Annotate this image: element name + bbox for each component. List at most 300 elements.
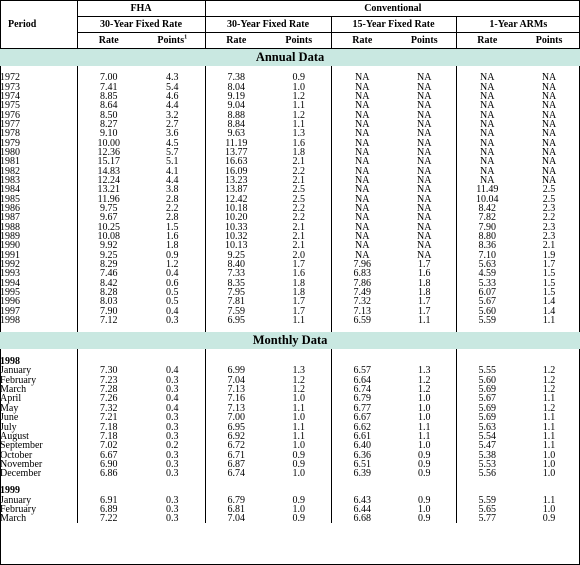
fha-points-cell: 0.3 bbox=[166, 315, 179, 327]
conv-30yr-rate-header: Rate bbox=[205, 33, 267, 49]
conv-30yr-rate-cell: 16.63 bbox=[205, 157, 267, 166]
conv-30yr-rate-cell: 8.84 bbox=[205, 120, 267, 129]
conv-30yr-rate-cell: 7.04 bbox=[205, 514, 267, 523]
fha-points-cell: 0.5 bbox=[166, 296, 179, 308]
conv-1yr-rate-cell: 5.63 bbox=[456, 422, 518, 431]
conv-15yr-rate-cell: NA bbox=[331, 92, 393, 101]
period-cell: 1974 bbox=[0, 90, 20, 102]
period-cell: 1991 bbox=[0, 249, 20, 261]
conv-30yr-points-cell: 2.2 bbox=[292, 165, 306, 177]
conv-1yr-points-cell: 1.2 bbox=[542, 384, 556, 396]
conv-1yr-points-cell: 2.3 bbox=[542, 221, 556, 233]
fha-30yr-header: 30-Year Fixed Rate bbox=[77, 17, 205, 33]
conv-30yr-rate-cell: 6.99 bbox=[205, 366, 267, 375]
fha-rate-cell: 7.30 bbox=[77, 366, 140, 375]
fha-points-cell: 4.3 bbox=[166, 72, 179, 84]
conv-30yr-points-cell: 0.9 bbox=[292, 458, 306, 470]
fha-points-cell: 4.6 bbox=[166, 90, 179, 102]
period-cell: 1972 bbox=[0, 72, 20, 84]
fha-points-cell: 1.6 bbox=[166, 231, 179, 243]
conv-15yr-points-cell: NA bbox=[417, 165, 432, 177]
fha-rate-cell: 14.83 bbox=[77, 166, 140, 175]
conv-30yr-points-cell: 2.1 bbox=[292, 221, 306, 233]
fha-points-cell: 5.7 bbox=[166, 146, 179, 158]
conv-15yr-points-cell: NA bbox=[417, 100, 432, 112]
period-cell: November bbox=[0, 458, 43, 470]
fha-points-cell: 0.3 bbox=[166, 468, 179, 480]
conv-15yr-points-cell: 1.2 bbox=[418, 374, 431, 386]
conv-30yr-points-cell: 1.1 bbox=[292, 315, 306, 327]
conv-1yr-points-cell: 2.5 bbox=[542, 193, 556, 205]
conv-30yr-points-cell: 1.1 bbox=[292, 100, 306, 112]
fha-rate-cell: 7.21 bbox=[77, 413, 140, 422]
conv-30yr-points-cell: 2.1 bbox=[292, 231, 306, 243]
fha-points-label: Points bbox=[157, 35, 185, 46]
fha-points-cell: 2.7 bbox=[166, 118, 179, 130]
conv-1yr-rate-cell: 5.47 bbox=[456, 441, 518, 450]
fha-rate-cell: 6.89 bbox=[77, 505, 140, 514]
conv-15yr-rate-cell: 6.57 bbox=[331, 366, 393, 375]
conv-1yr-points-cell: 1.1 bbox=[542, 412, 556, 424]
fha-rate-cell: 10.00 bbox=[77, 138, 140, 147]
conv-15yr-rate-cell: 6.59 bbox=[331, 316, 393, 325]
period-cell: 1981 bbox=[0, 156, 20, 168]
fha-rate-header: Rate bbox=[77, 33, 140, 49]
fha-points-cell: 0.3 bbox=[166, 421, 179, 433]
annual-data-section-title: Annual Data bbox=[0, 49, 580, 67]
conv-15yr-rate-cell: 7.49 bbox=[331, 288, 393, 297]
period-cell: August bbox=[0, 430, 29, 442]
fha-rate-cell: 12.36 bbox=[77, 148, 140, 157]
conv-30yr-rate-cell: 7.16 bbox=[205, 394, 267, 403]
period-cell: 1975 bbox=[0, 100, 20, 112]
fha-points-cell: 0.3 bbox=[166, 513, 179, 525]
fha-rate-cell: 7.18 bbox=[77, 422, 140, 431]
conv-1yr-points-cell: NA bbox=[541, 100, 557, 112]
fha-points-cell: 4.4 bbox=[166, 174, 179, 186]
conv-1yr-rate-cell: 5.69 bbox=[456, 404, 518, 413]
period-cell: 1978 bbox=[0, 128, 20, 140]
conv-1yr-rate-cell: 5.33 bbox=[456, 279, 518, 288]
conv-15yr-points-cell: 1.0 bbox=[418, 440, 431, 452]
conv-30yr-points-cell: 1.1 bbox=[292, 430, 306, 442]
period-cell: February bbox=[0, 503, 37, 515]
conv-15yr-rate-cell: NA bbox=[331, 82, 393, 91]
conv-30yr-rate-cell: 8.04 bbox=[205, 82, 267, 91]
conv-1yr-points-cell: 1.1 bbox=[542, 494, 556, 506]
conv-1yr-rate-cell: 8.80 bbox=[456, 232, 518, 241]
conv-15yr-rate-cell: NA bbox=[331, 194, 393, 203]
conv-30yr-points-cell: 1.2 bbox=[292, 384, 306, 396]
fha-points-cell: 0.3 bbox=[166, 458, 179, 470]
conv-1yr-rate-cell: 5.65 bbox=[456, 505, 518, 514]
conv-15yr-points-cell: NA bbox=[417, 193, 432, 205]
period-cell: January bbox=[0, 494, 32, 506]
conv-15yr-header: 15-Year Fixed Rate bbox=[331, 17, 456, 33]
conv-30yr-points-cell: 1.2 bbox=[292, 109, 306, 121]
conv-1yr-rate-cell: 5.67 bbox=[456, 297, 518, 306]
conv-15yr-rate-cell: NA bbox=[331, 157, 393, 166]
conv-30yr-rate-cell: 13.87 bbox=[205, 185, 267, 194]
conv-15yr-points-cell: NA bbox=[417, 118, 432, 130]
conv-30yr-points-cell: 1.1 bbox=[292, 421, 306, 433]
conv-1yr-rate-cell: NA bbox=[456, 166, 518, 175]
period-cell: 1987 bbox=[0, 212, 20, 224]
conv-30yr-rate-cell: 7.33 bbox=[205, 269, 267, 278]
fha-points-cell: 0.3 bbox=[166, 494, 179, 506]
conv-30yr-points-cell: 2.1 bbox=[292, 240, 306, 252]
fha-points-cell: 4.1 bbox=[166, 165, 179, 177]
conv-1yr-points-cell: NA bbox=[541, 146, 557, 158]
conv-1yr-rate-cell: 5.77 bbox=[456, 514, 518, 523]
period-cell: January bbox=[0, 365, 32, 377]
conv-30yr-rate-cell: 7.38 bbox=[205, 73, 267, 82]
conv-15yr-rate-cell: 6.67 bbox=[331, 413, 393, 422]
period-cell: 1996 bbox=[0, 296, 20, 308]
conv-1yr-points-cell: 1.7 bbox=[542, 259, 556, 271]
conv-1yr-rate-cell: 4.59 bbox=[456, 269, 518, 278]
conv-30yr-rate-cell: 6.81 bbox=[205, 505, 267, 514]
conv-15yr-points-cell: NA bbox=[417, 249, 432, 261]
conv-30yr-rate-cell: 6.92 bbox=[205, 432, 267, 441]
fha-rate-cell: 10.25 bbox=[77, 223, 140, 232]
conv-15yr-rate-cell: NA bbox=[331, 138, 393, 147]
conv-30yr-points-header: Points bbox=[267, 33, 331, 49]
conv-1yr-rate-cell: 5.63 bbox=[456, 260, 518, 269]
conv-1yr-rate-cell: 10.04 bbox=[456, 194, 518, 203]
conv-30yr-rate-cell: 13.23 bbox=[205, 176, 267, 185]
conv-30yr-rate-cell: 16.09 bbox=[205, 166, 267, 175]
fha-rate-cell: 7.23 bbox=[77, 376, 140, 385]
conv-15yr-rate-cell: 7.86 bbox=[331, 279, 393, 288]
fha-points-cell: 5.1 bbox=[166, 156, 179, 168]
fha-rate-cell: 7.90 bbox=[77, 307, 140, 316]
conv-1yr-rate-cell: 5.69 bbox=[456, 385, 518, 394]
fha-points-cell: 3.2 bbox=[166, 109, 179, 121]
conv-30yr-rate-cell: 7.04 bbox=[205, 376, 267, 385]
conv-30yr-rate-cell: 10.32 bbox=[205, 232, 267, 241]
conv-1yr-points-cell: 1.5 bbox=[542, 268, 556, 280]
conv-1yr-points-cell: 1.4 bbox=[542, 305, 556, 317]
conv-1yr-points-cell: 1.0 bbox=[542, 458, 556, 470]
conv-15yr-points-header: Points bbox=[393, 33, 456, 49]
conv-30yr-header: 30-Year Fixed Rate bbox=[205, 17, 331, 33]
fha-points-cell: 0.4 bbox=[166, 305, 179, 317]
conv-30yr-rate-cell: 7.81 bbox=[205, 297, 267, 306]
conv-30yr-points-cell: 1.1 bbox=[292, 118, 306, 130]
conv-15yr-rate-cell: 6.77 bbox=[331, 404, 393, 413]
period-cell: September bbox=[0, 440, 43, 452]
fha-rate-cell: 10.08 bbox=[77, 232, 140, 241]
period-cell: October bbox=[0, 449, 33, 461]
conv-15yr-rate-cell: 7.32 bbox=[331, 297, 393, 306]
conv-1yr-points-cell: 1.1 bbox=[542, 315, 556, 327]
conv-15yr-rate-cell: 6.62 bbox=[331, 422, 393, 431]
conv-1yr-rate-cell: NA bbox=[456, 82, 518, 91]
conv-1yr-rate-cell: NA bbox=[456, 157, 518, 166]
conv-1yr-rate-cell: NA bbox=[456, 101, 518, 110]
conv-1yr-rate-cell: 5.60 bbox=[456, 376, 518, 385]
conv-15yr-rate-cell: 6.68 bbox=[331, 514, 393, 523]
conv-30yr-points-cell: 2.5 bbox=[292, 184, 306, 196]
fha-rate-cell: 9.92 bbox=[77, 241, 140, 250]
conv-15yr-points-cell: 1.2 bbox=[418, 384, 431, 396]
conv-15yr-points-cell: NA bbox=[417, 81, 432, 93]
fha-points-cell: 0.4 bbox=[166, 268, 179, 280]
conv-15yr-rate-cell: 6.64 bbox=[331, 376, 393, 385]
conv-1yr-points-cell: 1.0 bbox=[542, 503, 556, 515]
conv-30yr-rate-cell: 8.35 bbox=[205, 279, 267, 288]
conv-30yr-points-cell: 0.9 bbox=[292, 494, 306, 506]
monthly-row bbox=[0, 413, 580, 422]
conv-15yr-points-cell: NA bbox=[417, 72, 432, 84]
period-cell: 1994 bbox=[0, 277, 20, 289]
conv-1yr-rate-cell: 7.90 bbox=[456, 223, 518, 232]
conv-15yr-points-cell: 1.8 bbox=[418, 287, 431, 299]
conv-30yr-points-cell: 1.2 bbox=[292, 90, 306, 102]
conv-1yr-points-cell: NA bbox=[541, 90, 557, 102]
conv-15yr-points-cell: NA bbox=[417, 240, 432, 252]
fha-rate-cell: 15.17 bbox=[77, 157, 140, 166]
fha-rate-cell: 9.25 bbox=[77, 251, 140, 260]
fha-rate-cell: 6.91 bbox=[77, 495, 140, 504]
conv-1yr-rate-cell: NA bbox=[456, 73, 518, 82]
conv-15yr-points-cell: 1.3 bbox=[418, 365, 431, 377]
conv-1yr-points-cell: 1.1 bbox=[542, 430, 556, 442]
fha-points-cell: 2.8 bbox=[166, 212, 179, 224]
period-cell: 1992 bbox=[0, 259, 20, 271]
conv-30yr-points-cell: 1.6 bbox=[292, 268, 306, 280]
conv-15yr-points-cell: 0.9 bbox=[418, 449, 431, 461]
fha-points-cell: 0.3 bbox=[166, 384, 179, 396]
conv-1yr-points-cell: 2.2 bbox=[542, 212, 556, 224]
conv-30yr-rate-cell: 9.04 bbox=[205, 101, 267, 110]
conv-15yr-rate-cell: 6.44 bbox=[331, 505, 393, 514]
conv-15yr-points-cell: 1.8 bbox=[418, 277, 431, 289]
conv-30yr-rate-cell: 12.42 bbox=[205, 194, 267, 203]
conv-1yr-points-cell: 1.2 bbox=[542, 374, 556, 386]
year-heading: 1998 bbox=[0, 355, 20, 367]
conv-30yr-points-cell: 1.0 bbox=[292, 393, 306, 405]
conv-1yr-rate-cell: 5.69 bbox=[456, 413, 518, 422]
fha-points-header bbox=[140, 33, 205, 49]
conv-30yr-rate-cell: 6.79 bbox=[205, 495, 267, 504]
fha-points-cell: 1.8 bbox=[166, 240, 179, 252]
conv-1yr-points-cell: 1.9 bbox=[542, 249, 556, 261]
conv-15yr-rate-header: Rate bbox=[331, 33, 393, 49]
fha-rate-cell: 7.32 bbox=[77, 404, 140, 413]
fha-rate-cell: 8.28 bbox=[77, 288, 140, 297]
conv-30yr-rate-cell: 6.74 bbox=[205, 469, 267, 478]
fha-points-cell: 0.3 bbox=[166, 430, 179, 442]
fha-rate-cell: 9.10 bbox=[77, 129, 140, 138]
conv-1yr-points-cell: 1.1 bbox=[542, 440, 556, 452]
conv-30yr-points-cell: 1.8 bbox=[292, 287, 306, 299]
fha-rate-cell: 7.28 bbox=[77, 385, 140, 394]
conv-30yr-rate-cell: 7.95 bbox=[205, 288, 267, 297]
conv-30yr-rate-cell: 7.00 bbox=[205, 413, 267, 422]
period-cell: March bbox=[0, 384, 27, 396]
conv-30yr-points-cell: 1.8 bbox=[292, 146, 306, 158]
conv-15yr-rate-cell: NA bbox=[331, 251, 393, 260]
fha-rate-cell: 6.90 bbox=[77, 460, 140, 469]
period-cell: 1984 bbox=[0, 184, 20, 196]
period-cell: 1979 bbox=[0, 137, 20, 149]
conv-30yr-points-cell: 2.2 bbox=[292, 202, 306, 214]
conv-15yr-rate-cell: NA bbox=[331, 148, 393, 157]
conv-15yr-points-cell: 0.9 bbox=[418, 458, 431, 470]
conv-15yr-rate-cell: 6.36 bbox=[331, 450, 393, 459]
conv-15yr-points-cell: NA bbox=[417, 128, 432, 140]
period-cell: 1986 bbox=[0, 202, 20, 214]
conv-30yr-points-cell: 2.1 bbox=[292, 156, 306, 168]
fha-rate-cell: 12.24 bbox=[77, 176, 140, 185]
fha-points-cell: 4.4 bbox=[166, 100, 179, 112]
conv-1yr-points-cell: NA bbox=[541, 165, 557, 177]
fha-rate-cell: 11.96 bbox=[77, 194, 140, 203]
conv-1yr-arm-header: 1-Year ARMs bbox=[456, 17, 580, 33]
conv-15yr-rate-cell: 6.51 bbox=[331, 460, 393, 469]
year-heading: 1999 bbox=[0, 484, 20, 496]
conv-30yr-rate-cell: 9.19 bbox=[205, 92, 267, 101]
conv-1yr-rate-cell: NA bbox=[456, 176, 518, 185]
conv-1yr-points-cell: NA bbox=[541, 81, 557, 93]
conv-30yr-rate-cell: 6.71 bbox=[205, 450, 267, 459]
conv-15yr-rate-cell: 6.40 bbox=[331, 441, 393, 450]
conv-30yr-points-cell: 1.7 bbox=[292, 305, 306, 317]
period-cell: 1976 bbox=[0, 109, 20, 121]
conv-30yr-rate-cell: 9.63 bbox=[205, 129, 267, 138]
conv-15yr-points-cell: NA bbox=[417, 137, 432, 149]
conv-30yr-rate-cell: 10.13 bbox=[205, 241, 267, 250]
conv-1yr-rate-cell: NA bbox=[456, 129, 518, 138]
conv-30yr-points-cell: 1.0 bbox=[292, 412, 306, 424]
conv-1yr-rate-cell: NA bbox=[456, 92, 518, 101]
fha-rate-cell: 9.75 bbox=[77, 204, 140, 213]
conv-1yr-points-cell: 2.5 bbox=[542, 184, 556, 196]
conv-1yr-rate-cell: 5.56 bbox=[456, 469, 518, 478]
conv-1yr-points-cell: 2.1 bbox=[542, 240, 556, 252]
fha-points-cell: 0.3 bbox=[166, 449, 179, 461]
conv-1yr-rate-cell: 5.38 bbox=[456, 450, 518, 459]
conv-30yr-points-cell: 1.7 bbox=[292, 296, 306, 308]
conv-1yr-points-cell: 2.3 bbox=[542, 202, 556, 214]
conv-30yr-rate-cell: 11.19 bbox=[205, 138, 267, 147]
conv-15yr-rate-cell: 7.13 bbox=[331, 307, 393, 316]
conv-1yr-points-cell: NA bbox=[541, 109, 557, 121]
conv-1yr-rate-cell: 8.42 bbox=[456, 204, 518, 213]
fha-rate-cell: 7.00 bbox=[77, 73, 140, 82]
conv-15yr-rate-cell: 6.61 bbox=[331, 432, 393, 441]
conv-15yr-points-cell: 1.7 bbox=[418, 259, 431, 271]
conv-1yr-points-cell: 1.1 bbox=[542, 421, 556, 433]
conv-1yr-rate-cell: 5.53 bbox=[456, 460, 518, 469]
monthly-row bbox=[0, 514, 580, 523]
conv-15yr-points-cell: NA bbox=[417, 221, 432, 233]
conv-15yr-rate-cell: 7.96 bbox=[331, 260, 393, 269]
conv-30yr-rate-cell: 7.13 bbox=[205, 404, 267, 413]
conv-1yr-rate-cell: 5.67 bbox=[456, 394, 518, 403]
period-cell: 1982 bbox=[0, 165, 20, 177]
annual-row bbox=[0, 316, 580, 325]
monthly-data-section-title: Monthly Data bbox=[0, 332, 580, 349]
period-cell: 1997 bbox=[0, 305, 20, 317]
conv-30yr-points-cell: 1.7 bbox=[292, 259, 306, 271]
conv-15yr-points-cell: NA bbox=[417, 146, 432, 158]
fha-points-cell: 0.6 bbox=[166, 277, 179, 289]
fha-rate-cell: 7.18 bbox=[77, 432, 140, 441]
conv-30yr-rate-cell: 8.88 bbox=[205, 110, 267, 119]
conv-1yr-points-cell: 2.3 bbox=[542, 231, 556, 243]
conv-1yr-rate-cell: 8.36 bbox=[456, 241, 518, 250]
conv-1yr-rate-cell: 5.59 bbox=[456, 495, 518, 504]
conv-1yr-rate-cell: 5.59 bbox=[456, 316, 518, 325]
conv-15yr-points-cell: 0.9 bbox=[418, 513, 431, 525]
conv-30yr-points-cell: 1.0 bbox=[292, 440, 306, 452]
conv-1yr-points-cell: NA bbox=[541, 128, 557, 140]
conv-30yr-points-cell: 1.2 bbox=[292, 374, 306, 386]
conv-15yr-rate-cell: NA bbox=[331, 73, 393, 82]
fha-points-cell: 0.9 bbox=[166, 249, 179, 261]
fha-rate-cell: 7.22 bbox=[77, 514, 140, 523]
conv-15yr-points-cell: 1.7 bbox=[418, 296, 431, 308]
conv-15yr-rate-cell: NA bbox=[331, 223, 393, 232]
fha-rate-cell: 7.12 bbox=[77, 316, 140, 325]
conv-15yr-rate-cell: 6.43 bbox=[331, 495, 393, 504]
fha-rate-cell: 8.27 bbox=[77, 120, 140, 129]
conv-1yr-rate-cell: NA bbox=[456, 138, 518, 147]
fha-rate-cell: 7.41 bbox=[77, 82, 140, 91]
period-cell: February bbox=[0, 374, 37, 386]
footnote-marker: 1 bbox=[184, 34, 188, 41]
conv-15yr-points-cell: NA bbox=[417, 156, 432, 168]
conv-1yr-rate-cell: 11.49 bbox=[456, 185, 518, 194]
period-header: Period bbox=[0, 0, 77, 49]
conv-30yr-rate-cell: 7.59 bbox=[205, 307, 267, 316]
fha-points-cell: 0.4 bbox=[166, 365, 179, 377]
conv-1yr-points-cell: 1.5 bbox=[542, 277, 556, 289]
period-cell: 1995 bbox=[0, 287, 20, 299]
conv-15yr-rate-cell: NA bbox=[331, 213, 393, 222]
annual-row bbox=[0, 73, 580, 82]
conv-1yr-points-cell: NA bbox=[541, 137, 557, 149]
conv-15yr-points-cell: 1.1 bbox=[418, 421, 431, 433]
conv-1yr-rate-cell: NA bbox=[456, 110, 518, 119]
conv-30yr-rate-cell: 10.20 bbox=[205, 213, 267, 222]
conv-30yr-points-cell: 1.1 bbox=[292, 402, 306, 414]
conv-30yr-rate-cell: 10.33 bbox=[205, 223, 267, 232]
conv-30yr-points-cell: 1.0 bbox=[292, 468, 306, 480]
conv-1yr-points-cell: NA bbox=[541, 72, 557, 84]
conv-15yr-rate-cell: NA bbox=[331, 110, 393, 119]
fha-rate-cell: 6.67 bbox=[77, 450, 140, 459]
period-cell: 1993 bbox=[0, 268, 20, 280]
conv-1yr-points-cell: 1.0 bbox=[542, 468, 556, 480]
conv-1yr-rate-cell: 7.10 bbox=[456, 251, 518, 260]
conv-15yr-points-cell: 1.0 bbox=[418, 412, 431, 424]
conv-30yr-points-cell: 1.6 bbox=[292, 137, 306, 149]
fha-rate-cell: 8.29 bbox=[77, 260, 140, 269]
fha-points-cell: 0.3 bbox=[166, 503, 179, 515]
conv-30yr-rate-cell: 6.95 bbox=[205, 316, 267, 325]
conv-1yr-points-cell: 1.0 bbox=[542, 449, 556, 461]
conventional-header: Conventional bbox=[205, 0, 580, 17]
conv-1yr-points-header: Points bbox=[518, 33, 580, 49]
period-cell: June bbox=[0, 412, 19, 424]
conv-15yr-points-cell: 1.0 bbox=[418, 393, 431, 405]
conv-30yr-rate-cell: 9.25 bbox=[205, 251, 267, 260]
period-cell: March bbox=[0, 513, 27, 525]
